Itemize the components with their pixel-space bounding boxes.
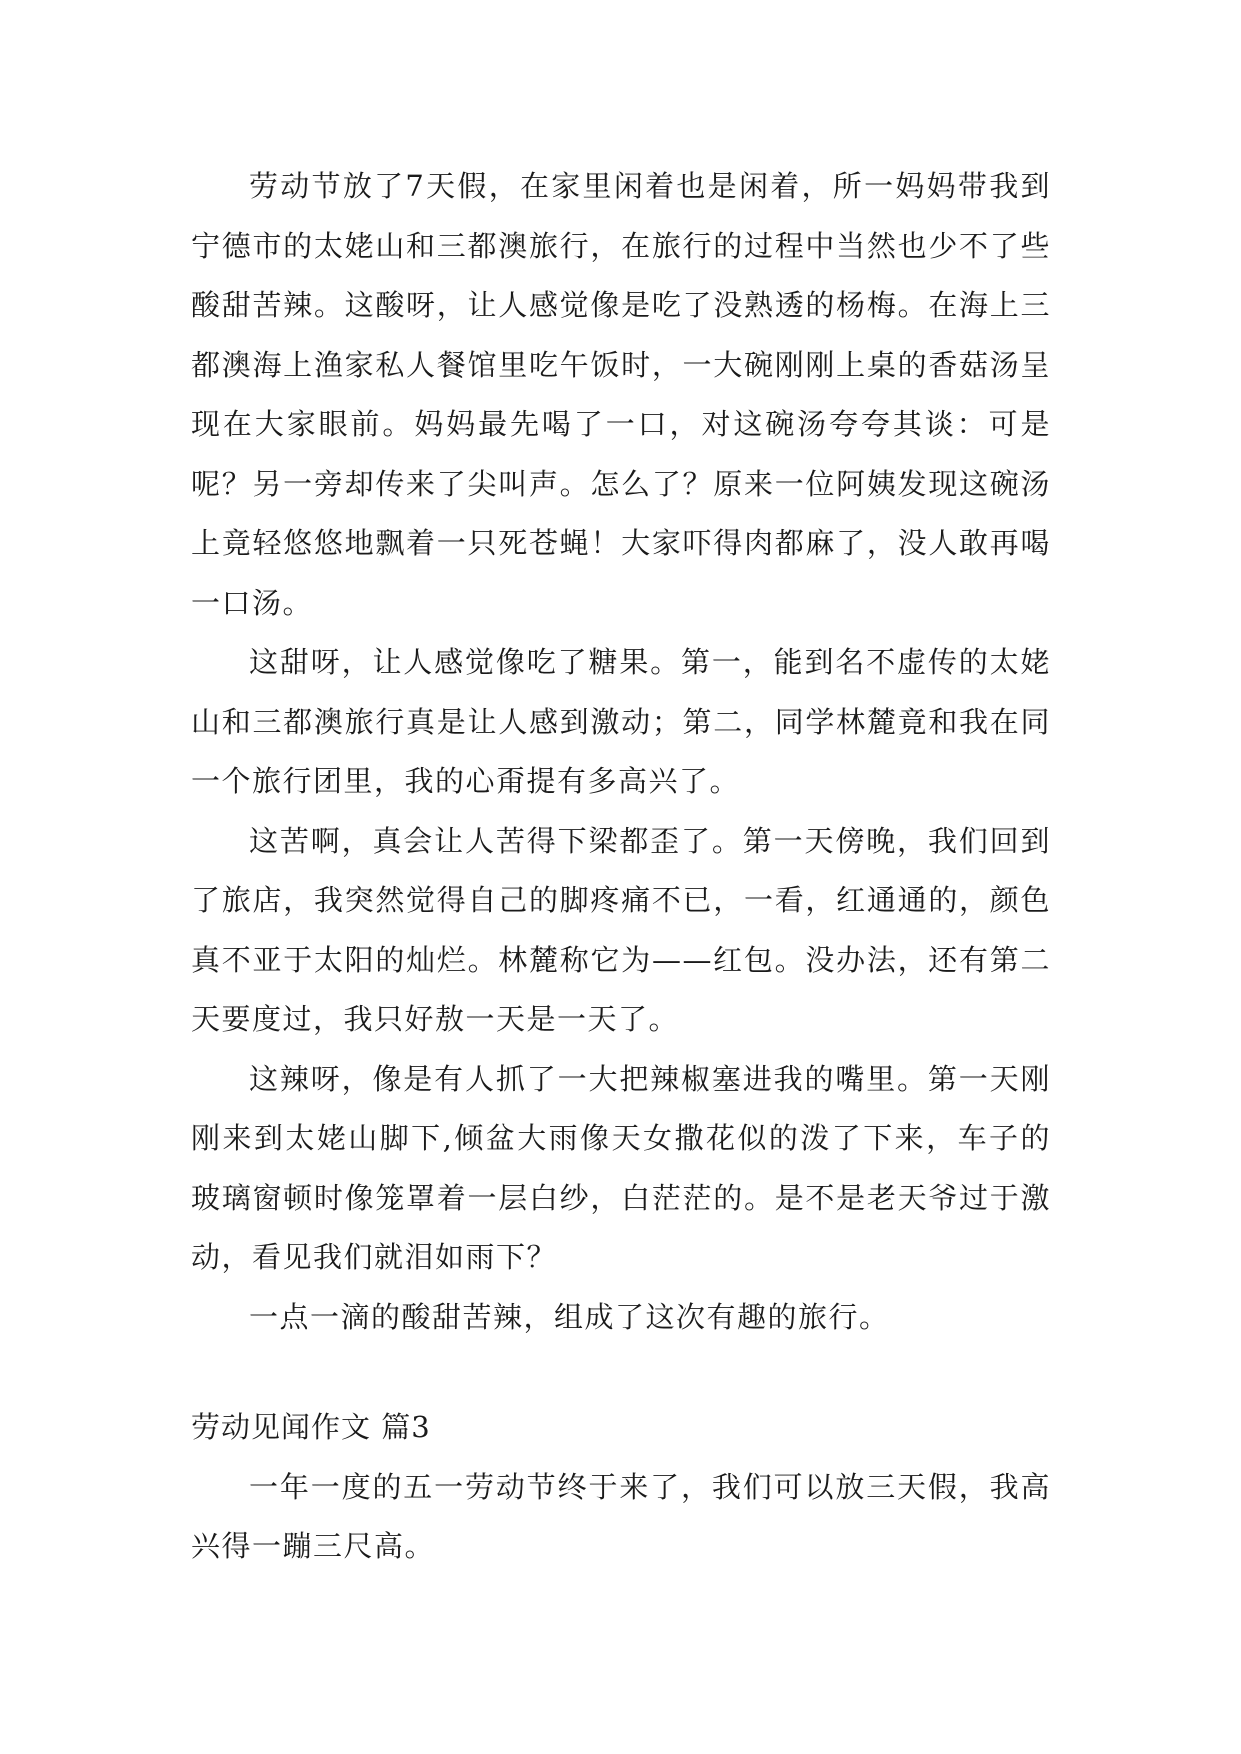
section-heading: 劳动见闻作文 篇3 xyxy=(191,1410,431,1444)
paragraph: 这辣呀，像是有人抓了一大把辣椒塞进我的嘴里。第一天刚刚来到太姥山脚下,倾盆大雨像天女撒花似的泼了下来，车子的玻璃窗顿时像笼罩着一层白纱，白茫茫的。是不是老天爷过于激动，看见我们就泪如雨下？ xyxy=(191,1061,1051,1274)
paragraph: 劳动节放了7天假，在家里闲着也是闲着，所一妈妈带我到宁德市的太姥山和三都澳旅行，在旅行的过程中当然也少不了些酸甜苦辣。这酸呀，让人感觉像是吃了没熟透的杨梅。在海上三都澳海上渔家私人餐馆里吃午饭时，一大碗刚刚上桌的香菇汤呈现在大家眼前。妈妈最先喝了一口，对这碗汤夸夸其谈：可是呢？另一旁却传来了尖叫声。怎么了？原来一位阿姨发现这碗汤上竟轻悠悠地飘着一只死苍蝇！大家吓得肉都麻了，没人敢再喝一口汤。 xyxy=(191,169,1051,620)
paragraph: 一点一滴的酸甜苦辣，组成了这次有趣的旅行。 xyxy=(249,1299,890,1334)
paragraph: 这苦啊，真会让人苦得下梁都歪了。第一天傍晚，我们回到了旅店，我突然觉得自己的脚疼痛不已，一看，红通通的，颜色真不亚于太阳的灿烂。林麓称它为——红包。没办法，还有第二天要度过，我只好敖一天是一天了。 xyxy=(191,823,1051,1036)
paragraph: 一年一度的五一劳动节终于来了，我们可以放三天假，我高兴得一蹦三尺高。 xyxy=(191,1469,1051,1563)
document-body xyxy=(191,157,1051,1577)
paragraph: 这甜呀，让人感觉像吃了糖果。第一，能到名不虚传的太姥山和三都澳旅行真是让人感到激动；第二，同学林麓竟和我在同一个旅行团里，我的心甭提有多高兴了。 xyxy=(191,645,1051,798)
